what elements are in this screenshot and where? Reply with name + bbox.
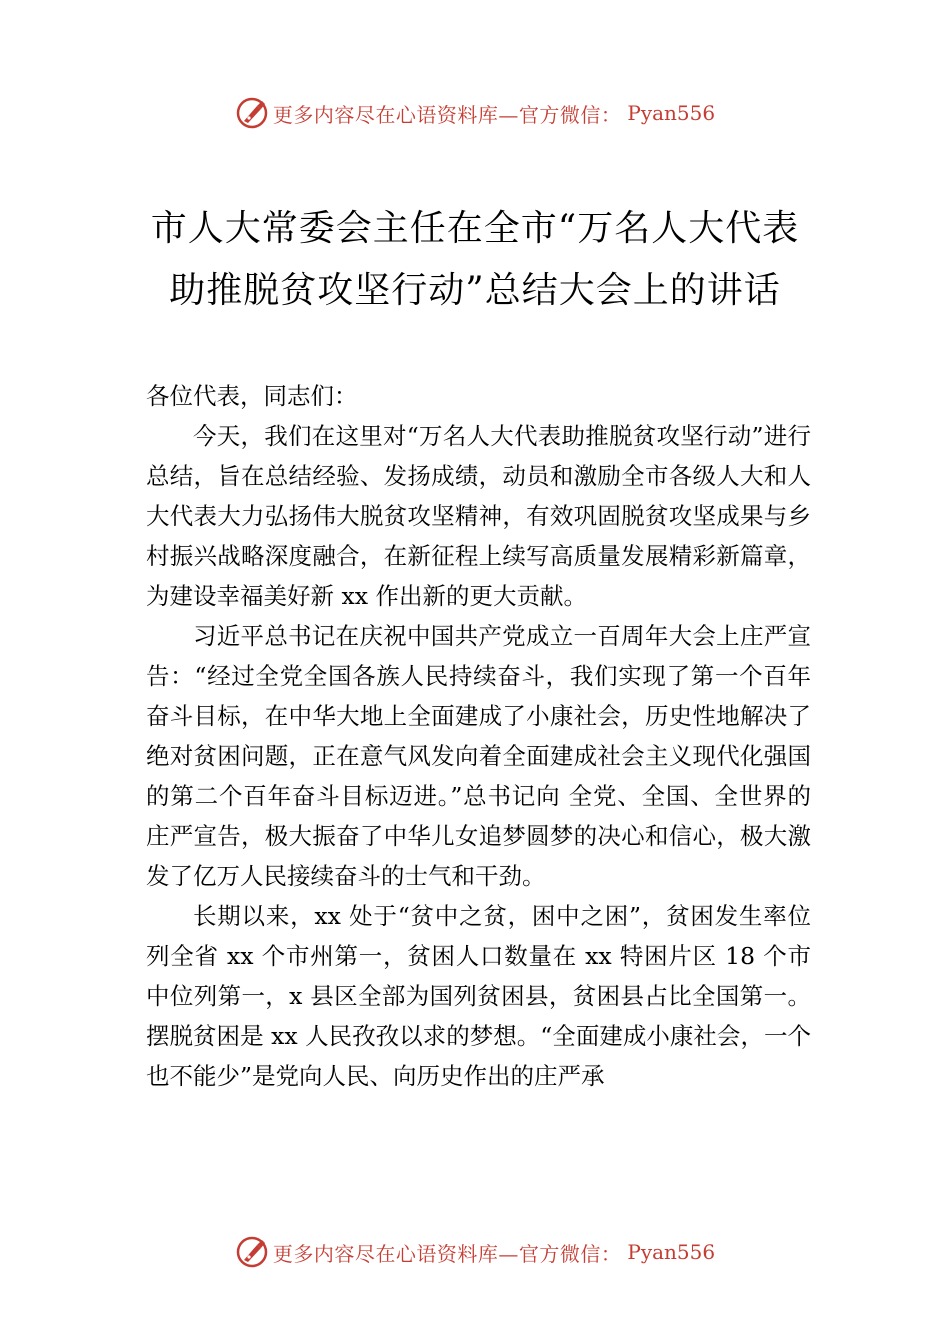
banner-wechat-id: Pyan556 (627, 101, 716, 125)
document-title (0, 198, 950, 322)
banner-text: 更多内容尽在心语资料库—官方微信： (272, 1241, 622, 1266)
document-body (146, 376, 811, 1096)
header-banner (0, 93, 950, 133)
pen-nib-logo-icon (235, 1235, 269, 1269)
paragraph-3: 长期以来，xx 处于“贫中之贫，困中之困”，贫困发生率位列全省 xx 个市州第一，贫困人口数量在 xx 特困片区 18 个市中位列第一，x 县区全部为国列贫困县，贫困县占比全国第一。摆脱贫困是 xx 人民孜孜以求的梦想。“全面建成小康社会，一个也不能少”是党向人民、向历史作出的庄严承 (146, 902, 811, 1090)
paragraph-2: 习近平总书记在庆祝中国共产党成立一百周年大会上庄严宣告：“经过全党全国各族人民持续奋斗，我们实现了第一个百年奋斗目标，在中华大地上全面建成了小康社会，历史性地解决了绝对贫困问题，正在意气风发向着全面建成社会主义现代化强国的第二个百年奋斗目标迈进。”总书记向 全党、全国、全世界的庄严宣告，极大振奋了中华儿女追梦圆梦的决心和信心，极大激发了亿万人民接续奋斗的士气和干劲。 (146, 622, 811, 890)
pen-nib-logo-icon (235, 96, 269, 130)
banner-wechat-id: Pyan556 (627, 1240, 716, 1264)
paragraph-1: 今天，我们在这里对“万名人大代表助推脱贫攻坚行动”进行总结，旨在总结经验、发扬成绩，动员和激励全市各级人大和人大代表大力弘扬伟大脱贫攻坚精神，有效巩固脱贫攻坚成果与乡村振兴战略深度融合，在新征程上续写高质量发展精彩新篇章，为建设幸福美好新 xx 作出新的更大贡献。 (146, 422, 811, 610)
title-line-1: 市人大常委会主任在全市“万名人大代表 (150, 208, 800, 249)
footer-banner (0, 1232, 950, 1272)
title-line-2: 助推脱贫攻坚行动”总结大会上的讲话 (169, 270, 781, 311)
salutation: 各位代表，同志们： (146, 382, 358, 410)
banner-text: 更多内容尽在心语资料库—官方微信： (272, 102, 622, 127)
